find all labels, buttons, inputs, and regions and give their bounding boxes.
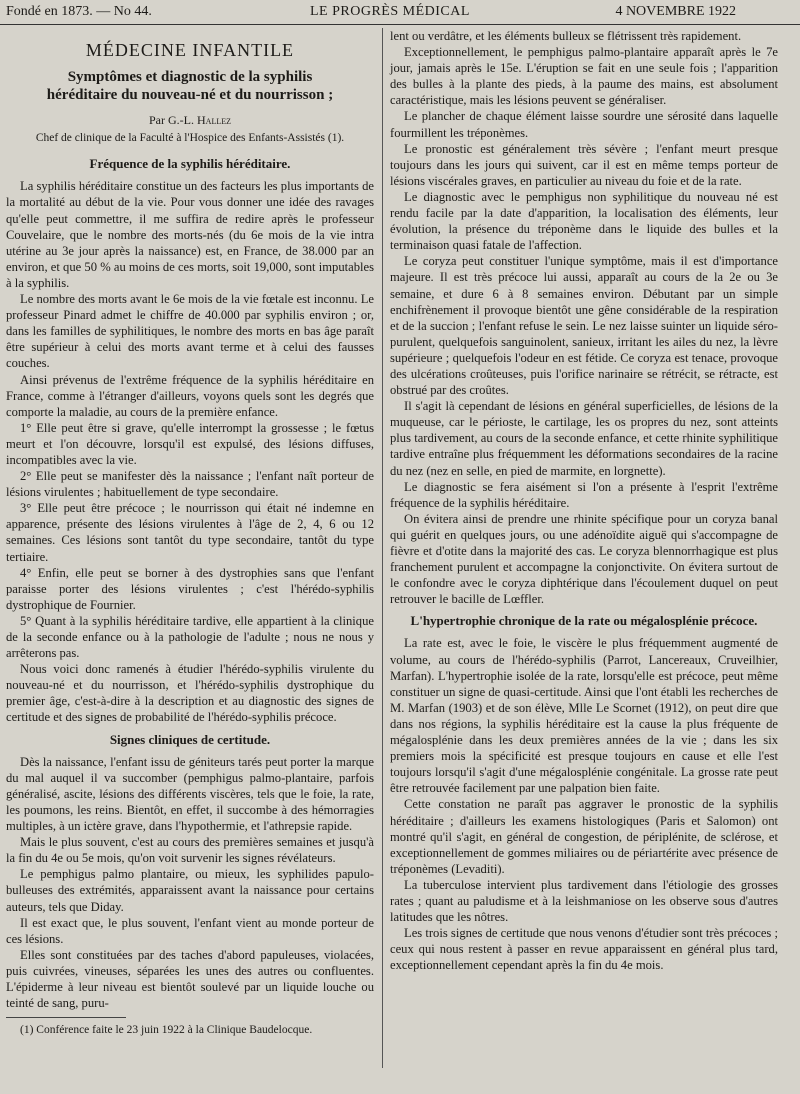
paragraph: 1° Elle peut être si grave, qu'elle interrompt la grossesse ; le fœtus meurt et l'on découvre, lorsqu'il est expulsé, des lésions diffuses, incompatibles avec la vie. <box>6 420 374 467</box>
paragraph: Nous voici donc ramenés à étudier l'hérédo-syphilis virulente du nouveau-né et du nourrisson, et l'hérédo-syphilis dystrophique du premier âge, c'est-à-dire à la description et au diagnostic des signes de certitude et des signes de probabilité de l'hérédo-syphilis précoce. <box>6 662 374 725</box>
paragraph: lent ou verdâtre, et les éléments bulleux se flétrissent très rapidement. <box>390 29 742 43</box>
article-title-line2: héréditaire du nouveau-né et du nourrisson ; <box>46 87 334 104</box>
paragraph: 5° Quant à la syphilis héréditaire tardive, elle appartient à la clinique de la seconde enfance ou à la pathologie de l'adulte ; nous ne nous y arrêterons pas. <box>6 613 374 661</box>
paragraph: La syphilis héréditaire constitue un des facteurs les plus importants de la mortalité au début de la vie. Pour vous donner une idée des ravages qu'elle peut commettre, il me suffira de redire après le professeur Couvelaire, que le nombre des morts-nés (du 6e mois de la vie intra utérine au 3e jour après la naissance) est, en France, de 38.000 par an environ, et que 50 % au moins de ces morts, soit 19,000, sont imputables à la syphilis. <box>6 179 374 290</box>
paragraph: La tuberculose intervient plus tardivement dans l'étiologie des grosses rates ; quant au paludisme et à la leishmaniose on les observe sous d'autres latitudes que les nôtres. <box>390 877 778 925</box>
article-title <box>6 68 374 104</box>
paragraph: Ainsi prévenus de l'extrême fréquence de la syphilis héréditaire en France, comme à l'étranger d'ailleurs, voyons quels sont les degrés que comporte la maladie, au cours de la première enfance. <box>6 372 374 419</box>
paragraph: Cette constation ne paraît pas aggraver le pronostic de la syphilis héréditaire ; d'ailleurs les examens histologiques (Paris et Salomon) ont montré qu'il s'agit, en général de congestion, de périplénite, de sclérose, et exceptionnellement de gommes miliaires ou de périartérite avec présence de tréponèmes (Levaditi). <box>390 797 778 876</box>
paragraph: Le diagnostic se fera aisément si l'on a présente à l'esprit l'extrême fréquence de la syphilis héréditaire. <box>390 479 778 510</box>
footnote-rule <box>6 1017 126 1018</box>
footnote: (1) Conférence faite le 23 juin 1922 à la Clinique Baudelocque. <box>20 1024 313 1037</box>
left-column <box>6 28 374 1038</box>
section-title: MÉDECINE INFANTILE <box>85 40 295 60</box>
paragraph: Il est exact que, le plus souvent, l'enfant vient au monde porteur de ces lésions. <box>6 915 374 946</box>
paragraph: Exceptionnellement, le pemphigus palmo-plantaire apparaît après le 7e jour, jamais après le 15e. L'éruption se fait en une seule fois ; l'apparition des bulles à la plante des pieds, à la paume des mains, est absolument caractéristique, mais les lésions peuvent se généraliser. <box>390 45 778 108</box>
journal-title: LE PROGRÈS MÉDICAL <box>310 4 470 19</box>
byline <box>6 112 374 128</box>
paragraph: On évitera ainsi de prendre une rhinite spécifique pour un coryza banal qui guérit en quelques jours, ou une adénoïdite aiguë qui s'accompagne de fièvre et d'otite dans la majorité des cas. Le coryza blennorrhagique est plus franchement purulent et accompagne la conjonctivite. On évitera surtout de le confondre avec le coryza diphtérique dans l'écoulement duquel on peut retrouver le bacille de Lœffler. <box>390 511 778 607</box>
masthead <box>0 0 800 24</box>
paragraph: Elles sont constituées par des taches d'abord papuleuses, violacées, puis cuivrées, vineuses, séparées les unes des autres ou confluentes. L'épiderme à leur niveau est bientôt soulevé par un liquide louche ou teinté de sang, puru- <box>6 947 374 1011</box>
paragraph: Dès la naissance, l'enfant issu de géniteurs tarés peut porter la marque du mal auquel il va succomber (pemphigus palmo-plantaire, parfois généralisé, ascite, lésions des différents viscères, tels que le foie, la rate, les poumons, les reins. Bientôt, en effet, il succombe à des hémorragies multiples, à un ictère grave, dans l'hypothermie, et l'athrepsie rapide. <box>6 754 374 834</box>
paragraph: Le nombre des morts avant le 6e mois de la vie fœtale est inconnu. Le professeur Pinard admet le chiffre de 40.000 par syphilis environ ; or, dans les familles de syphilitiques, le nombre des morts en bas âge paraît être supérieur à celui des morts avant terme et à celui des fausses couches. <box>6 292 374 371</box>
heading-frequency: Fréquence de la syphilis héréditaire. <box>89 156 291 172</box>
header-rule <box>0 24 800 25</box>
author-affiliation: Chef de clinique de la Faculté à l'Hospice des Enfants-Assistés (1). <box>35 132 345 145</box>
paragraph: Il s'agit là cependant de lésions en général superficielles, de lésions de la muqueuse, car le périoste, le cartilage, les os propres du nez, sont atteints plus tardivement, au cours de la seconde enfance, et cette rhinite syphilitique tardive entraîne plus fréquemment les déformations secondaires de la racine du nez (nez en selle, en pied de marmite, en lorgnette). <box>390 399 778 478</box>
byline-prefix: Par G.-L. <box>149 113 194 128</box>
paragraph: Le diagnostic avec le pemphigus non syphilitique du nouveau né est rendu facile par la date d'apparition, la localisation des éléments, leur évolution, la présence du tréponème dans le liquide des bulles et la terminaison quasi fatale de l'affection. <box>390 189 778 253</box>
paragraph: Le pemphigus palmo plantaire, ou mieux, les syphilides papulo-bulleuses des extrémités, apparaissent avant la naissance pour certains auteurs, tels que Diday. <box>6 867 374 914</box>
paragraph: 2° Elle peut se manifester dès la naissance ; l'enfant naît porteur de lésions virulentes ; habituellement de type secondaire. <box>6 469 374 500</box>
paragraph: Le coryza peut constituer l'unique symptôme, mais il est d'importance majeure. Il est très précoce lui aussi, apparaît au cours de la 2e ou 3e semaine, et dure 6 à 8 semaines environ. Débutant par un simple enchifrènement il provoque bientôt une gêne considérable de la respiration et de la succion ; l'enfant refuse le sein. Le nez laisse suinter un liquide séro-purulent, quelquefois sanguinolent, sanieux, irritant les ailes du nez, la lèvre supérieure ; quelquefois l'odeur en est fétide. Ce coryza est tenace, provoque des ulcérations croûteuses, puis l'orifice narinaire se rétrécit, se rétracte, est obstrué par des croûtes. <box>390 254 778 398</box>
paragraph: 4° Enfin, elle peut se borner à des dystrophies sans que l'enfant paraisse porter des lésions virulentes ; c'est l'hérédo-syphilis dystrophique de Fournier. <box>6 565 374 612</box>
issue-date: 4 NOVEMBRE 1922 <box>615 4 736 19</box>
paragraph: Mais le plus souvent, c'est au cours des premières semaines et jusqu'à la fin du 4e ou 5e mois, qu'on voit survenir les signes révélateurs. <box>6 835 374 866</box>
author-name: Hallez <box>197 113 231 128</box>
paragraph: La rate est, avec le foie, le viscère le plus fréquemment augmenté de volume, au cours de l'hérédo-syphilis (Parrot, Lancereaux, Cruveilhier, Marfan). L'hypertrophie isolée de la rate, lorsqu'elle est précoce, peut même constituer un signe de quasi-certitude. Ainsi que l'ont établi les recherches de M. Marfan (1903) et de son élève, Mlle Le Scornet (1912), on peut dire que dans nos régions, la syphilis héréditaire est la cause la plus fréquente de mégalosplénie dans les deux premières années de la vie ; dans les six premiers mois la spécificité est presque toujours en cause et elle l'est toujours lorsqu'il s'agit d'une mégalosplénie congénitale. La grosse rate peut être retrouvée facilement par une palpation bien faite. <box>390 636 778 796</box>
heading-clinical-signs: Signes cliniques de certitude. <box>109 731 271 747</box>
paragraph: 3° Elle peut être précoce ; le nourrisson qui était né indemne en apparence, présente des lésions virulentes à l'âge de 2, 4, 6 ou 12 semaines. Ces lésions sont tantôt du type secondaire, tantôt du type tertiaire. <box>6 501 374 564</box>
issue-info: Fondé en 1873. — No 44. <box>6 4 152 19</box>
paragraph: Le pronostic est généralement très sévère ; l'enfant meurt presque toujours dans les jours qui suivent, car il est en même temps porteur de lésions viscérales graves, en particulier au niveau du foie et de la rate. <box>390 141 778 188</box>
article-title-line1: Symptômes et diagnostic de la syphilis <box>67 69 313 86</box>
column-divider <box>382 28 383 1068</box>
right-column <box>390 28 778 973</box>
paragraph: Le plancher de chaque élément laisse sourdre une sérosité dans laquelle fourmillent les tréponèmes. <box>390 109 778 140</box>
paragraph: Les trois signes de certitude que nous venons d'étudier sont très précoces ; ceux qui nous restent à passer en revue apparaissent en général plus tard, exceptionnellement cependant après la fin du 4e mois. <box>390 926 778 973</box>
heading-splenomegaly: L'hypertrophie chronique de la rate ou mégalosplénie précoce. <box>410 613 758 629</box>
